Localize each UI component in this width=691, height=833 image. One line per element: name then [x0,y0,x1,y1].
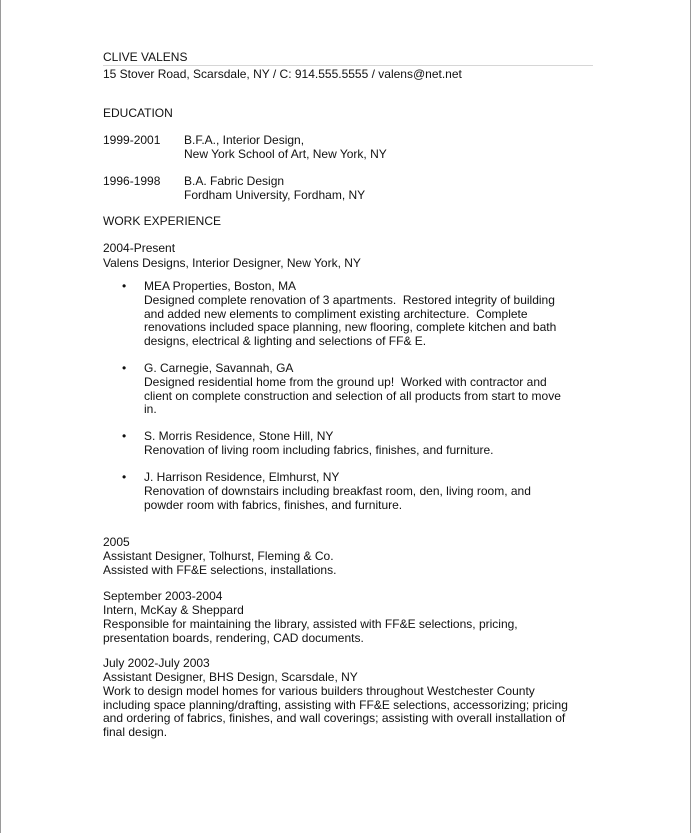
job-description: Assisted with FF&E selections, installations. [103,563,337,577]
education-years: 1999-2001 [103,133,161,147]
candidate-name: CLIVE VALENS [103,50,188,64]
education-degree: B.A. Fabric Design [184,174,285,188]
project-description: Renovation of living room including fabrics, finishes, and furniture. [144,443,494,457]
job-description: Responsible for maintaining the library, assisted with FF&E selections, pricing, presentation boards, rendering, CAD documents. [103,617,518,645]
header-divider [103,65,593,66]
education-school: New York School of Art, New York, NY [184,147,387,161]
project-description: Renovation of downstairs including breakfast room, den, living room, and powder room with fabrics, finishes, and furniture. [144,484,531,512]
contact-info: 15 Stover Road, Scarsdale, NY / C: 914.555.5555 / valens@net.net [103,67,462,81]
job-title: Assistant Designer, Tolhurst, Fleming & Co. [103,549,334,563]
education-heading: EDUCATION [103,106,173,120]
project-description: Designed complete renovation of 3 apartments. Restored integrity of building and added new elements to compliment existing architecture. Complete renovations included space planning, new flooring, complete kitchen and bath designs, electrical & lighting and selections of FF& E. [144,293,557,349]
job-title: Assistant Designer, BHS Design, Scarsdale, NY [103,670,358,684]
bullet-icon: • [122,470,127,484]
education-years: 1996-1998 [103,174,161,188]
job-dates: 2004-Present [103,241,176,255]
job-description: Work to design model homes for various builders throughout Westchester County including space planning/drafting, assisting with FF&E selections, accessorizing; pricing and ordering of fabrics, finishes, and wall coverings; assisting with overall installation of final design. [103,684,568,740]
education-degree: B.F.A., Interior Design, [184,133,305,147]
work-heading: WORK EXPERIENCE [103,214,222,228]
bullet-icon: • [122,361,127,375]
job-dates: 2005 [103,535,130,549]
project-client: MEA Properties, Boston, MA [144,279,297,293]
job-title: Valens Designs, Interior Designer, New York, NY [103,256,361,270]
project-client: S. Morris Residence, Stone Hill, NY [144,429,334,443]
job-dates: July 2002-July 2003 [103,656,210,670]
bullet-icon: • [122,429,127,443]
job-dates: September 2003-2004 [103,589,223,603]
project-client: G. Carnegie, Savannah, GA [144,361,294,375]
education-school: Fordham University, Fordham, NY [184,188,366,202]
job-title: Intern, McKay & Sheppard [103,603,244,617]
project-client: J. Harrison Residence, Elmhurst, NY [144,470,340,484]
project-description: Designed residential home from the ground up! Worked with contractor and client on complete construction and selection of all products from start to move in. [144,375,561,417]
bullet-icon: • [122,279,127,293]
